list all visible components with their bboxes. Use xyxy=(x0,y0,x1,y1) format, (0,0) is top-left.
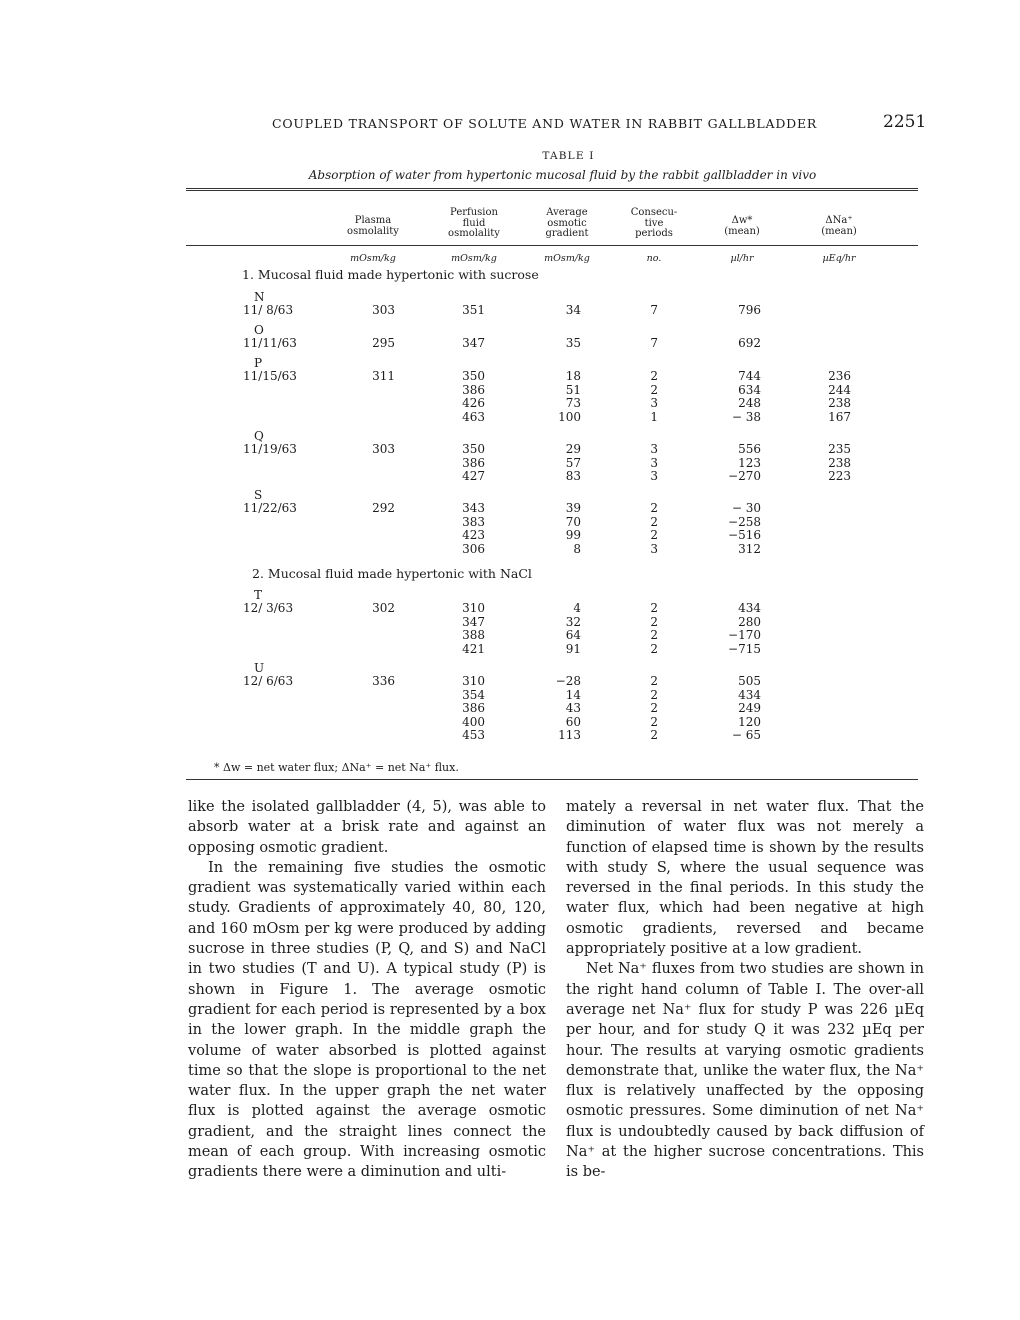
unit-gradient: mOsm/kg xyxy=(544,253,590,264)
cell-gradient: 29 xyxy=(565,442,581,457)
cell-dna: 238 xyxy=(828,396,851,411)
running-title: COUPLED TRANSPORT OF SOLUTE AND WATER IN RABBIT GALLBLADDER xyxy=(272,116,818,131)
cell-dw: 248 xyxy=(738,396,761,411)
cell-perfusion: 427 xyxy=(462,469,485,484)
cell-perfusion: 350 xyxy=(462,442,485,457)
cell-perfusion: 343 xyxy=(462,501,485,516)
section-label-nacl: 2. Mucosal fluid made hypertonic with NaCl xyxy=(252,566,532,581)
study-letter: P xyxy=(254,356,263,370)
cell-perfusion: 421 xyxy=(462,641,485,656)
unit-periods: no. xyxy=(646,253,662,264)
body-column-left xyxy=(188,797,546,1183)
col-header-plasma: Plasma osmolality xyxy=(347,215,399,237)
cell-gradient: 83 xyxy=(565,469,581,484)
cell-dw: 796 xyxy=(738,303,761,318)
cell-perfusion: 426 xyxy=(462,396,485,411)
study-letter: Q xyxy=(254,429,264,443)
cell-perfusion: 463 xyxy=(462,409,485,424)
cell-perfusion: 400 xyxy=(462,714,485,729)
cell-perfusion: 388 xyxy=(462,628,485,643)
col-header-dna: ΔNa⁺ (mean) xyxy=(821,215,857,237)
body-paragraph: Net Na⁺ fluxes from two studies are shown in the right hand column of Table I. The over-all average net Na⁺ flux for study P was 226 µEq per hour, and for study Q it was 232 µEq per hour. The results at varying osmotic gradients demonstrate that, unlike the water flux, the Na⁺ flux is relatively unaffected by the opposing osmotic pressures. Some diminution of net Na⁺ flux is undoubtedly caused by back diffusion of Na⁺ at the higher sucrose concentrations. This is be- xyxy=(566,961,924,1181)
cell-periods: 1 xyxy=(650,409,658,424)
cell-dw: − 38 xyxy=(731,409,761,424)
study-date: 12/ 3/63 xyxy=(243,601,294,616)
study-date: 11/19/63 xyxy=(243,442,297,457)
cell-dw: 556 xyxy=(738,442,761,457)
cell-periods: 2 xyxy=(650,701,658,716)
cell-plasma: 336 xyxy=(372,674,395,689)
cell-gradient: 4 xyxy=(573,601,581,616)
cell-gradient: 113 xyxy=(558,728,581,742)
cell-periods: 3 xyxy=(650,396,658,411)
body-paragraph: like the isolated gallbladder (4, 5), was able to absorb water at a brisk rate and against an opposing osmotic gradient. xyxy=(188,799,546,856)
cell-dw: 634 xyxy=(738,382,761,397)
study-letter: T xyxy=(254,588,263,602)
cell-dw: 744 xyxy=(738,369,761,384)
cell-gradient: 99 xyxy=(565,528,581,543)
cell-plasma: 295 xyxy=(372,336,395,351)
table-label: TABLE I xyxy=(542,150,595,162)
col-header-perfusion: Perfusion fluid osmolality xyxy=(448,207,500,239)
cell-periods: 2 xyxy=(650,501,658,516)
cell-dw: −715 xyxy=(728,641,761,656)
cell-dna: 167 xyxy=(828,409,851,424)
cell-periods: 2 xyxy=(650,514,658,529)
cell-gradient: 91 xyxy=(565,641,581,656)
cell-perfusion: 386 xyxy=(462,382,485,397)
cell-dw: − 30 xyxy=(731,501,761,516)
cell-perfusion: 386 xyxy=(462,455,485,470)
cell-perfusion: 386 xyxy=(462,701,485,716)
cell-perfusion: 350 xyxy=(462,369,485,384)
cell-gradient: 18 xyxy=(565,369,581,384)
cell-perfusion: 310 xyxy=(462,601,485,616)
cell-dw: 123 xyxy=(738,455,761,470)
cell-periods: 2 xyxy=(650,714,658,729)
cell-perfusion: 453 xyxy=(462,728,485,742)
cell-gradient: 51 xyxy=(565,382,581,397)
cell-dna: 236 xyxy=(828,369,851,384)
cell-dna: 235 xyxy=(828,442,851,457)
cell-dw: 505 xyxy=(738,674,761,689)
cell-dw: 249 xyxy=(738,701,761,716)
cell-dw: 280 xyxy=(738,614,761,629)
cell-periods: 2 xyxy=(650,614,658,629)
body-paragraph: mately a reversal in net water flux. That the diminution of water flux was not merely a function of elapsed time is shown by the results with study S, where the usual sequence was reversed in the final periods. In this study the water flux, which had been negative at high osmotic gradients, reversed and became appropriately positive at a low gradient. xyxy=(566,799,924,958)
cell-perfusion: 383 xyxy=(462,514,485,529)
cell-periods: 2 xyxy=(650,628,658,643)
cell-dw: 434 xyxy=(738,687,761,702)
cell-dna: 244 xyxy=(828,382,851,397)
cell-periods: 2 xyxy=(650,382,658,397)
cell-periods: 2 xyxy=(650,728,658,742)
table-footnote: * Δw = net water flux; ΔNa⁺ = net Na⁺ flux. xyxy=(214,761,459,774)
cell-plasma: 292 xyxy=(372,501,395,516)
unit-dw: µl/hr xyxy=(730,253,754,264)
unit-dna: µEq/hr xyxy=(822,253,856,264)
study-letter: N xyxy=(254,290,265,304)
study-letter: O xyxy=(254,323,264,337)
cell-gradient: 70 xyxy=(565,514,581,529)
cell-periods: 7 xyxy=(650,303,658,318)
cell-gradient: 35 xyxy=(565,336,581,351)
page-number: 2251 xyxy=(883,112,927,132)
cell-dw: −516 xyxy=(728,528,761,543)
cell-plasma: 303 xyxy=(372,442,395,457)
cell-perfusion: 306 xyxy=(462,541,485,556)
cell-perfusion: 310 xyxy=(462,674,485,689)
cell-gradient: 34 xyxy=(565,303,581,318)
cell-periods: 3 xyxy=(650,455,658,470)
section-label-sucrose: 1. Mucosal fluid made hypertonic with sucrose xyxy=(242,267,539,282)
cell-periods: 2 xyxy=(650,641,658,656)
study-date: 11/22/63 xyxy=(243,501,297,516)
cell-perfusion: 354 xyxy=(462,687,485,702)
cell-dw: −170 xyxy=(728,628,761,643)
cell-perfusion: 347 xyxy=(462,336,485,351)
cell-periods: 2 xyxy=(650,674,658,689)
cell-dw: 692 xyxy=(738,336,761,351)
cell-dw: −258 xyxy=(728,514,761,529)
table-caption: Absorption of water from hypertonic mucosal fluid by the rabbit gallbladder in vivo xyxy=(308,168,817,182)
cell-periods: 7 xyxy=(650,336,658,351)
cell-perfusion: 351 xyxy=(462,303,485,318)
cell-gradient: 8 xyxy=(573,541,581,556)
unit-perfusion: mOsm/kg xyxy=(451,253,497,264)
cell-gradient: 57 xyxy=(565,455,581,470)
cell-gradient: 64 xyxy=(565,628,581,643)
cell-gradient: 60 xyxy=(565,714,581,729)
cell-periods: 3 xyxy=(650,442,658,457)
cell-gradient: 39 xyxy=(565,501,581,516)
header-rule xyxy=(186,245,918,246)
cell-periods: 3 xyxy=(650,541,658,556)
cell-dw: − 65 xyxy=(731,728,761,742)
cell-gradient: 14 xyxy=(565,687,581,702)
cell-gradient: 100 xyxy=(558,409,581,424)
body-paragraph: In the remaining five studies the osmotic gradient was systematically varied within each study. Gradients of approximately 40, 80, 120, and 160 mOsm per kg were produced by adding sucrose in three studies (P, Q, and S) and NaCl in two studies (T and U). A typical study (P) is shown in Figure 1. The average osmotic gradient for each period is represented by a box in the lower graph. In the middle graph the volume of water absorbed is plotted against time so that the slope is proportional to the net water flux. In the upper graph the net water flux is plotted against the average osmotic gradient, and the straight lines connect the mean of each group. With increasing osmotic gradients there were a diminution and ulti- xyxy=(188,859,546,1181)
col-header-dw: Δw* (mean) xyxy=(724,215,760,237)
cell-gradient: 32 xyxy=(565,614,581,629)
cell-dw: 434 xyxy=(738,601,761,616)
cell-periods: 2 xyxy=(650,528,658,543)
cell-dna: 223 xyxy=(828,469,851,484)
cell-gradient: −28 xyxy=(555,674,581,689)
cell-periods: 3 xyxy=(650,469,658,484)
cell-periods: 2 xyxy=(650,601,658,616)
cell-dw: −270 xyxy=(728,469,761,484)
cell-plasma: 303 xyxy=(372,303,395,318)
study-letter: U xyxy=(254,661,265,675)
study-date: 11/11/63 xyxy=(243,336,297,351)
cell-perfusion: 423 xyxy=(462,528,485,543)
cell-perfusion: 347 xyxy=(462,614,485,629)
table-bottom-rule xyxy=(186,779,918,780)
cell-dna: 238 xyxy=(828,455,851,470)
col-header-periods: Consecu- tive periods xyxy=(630,207,678,239)
study-date: 11/15/63 xyxy=(243,369,297,384)
cell-plasma: 311 xyxy=(372,369,395,384)
study-date: 11/ 8/63 xyxy=(243,303,294,318)
cell-plasma: 302 xyxy=(372,601,395,616)
unit-plasma: mOsm/kg xyxy=(350,253,396,264)
cell-gradient: 73 xyxy=(565,396,581,411)
study-date: 12/ 6/63 xyxy=(243,674,294,689)
cell-dw: 312 xyxy=(738,541,761,556)
body-column-right xyxy=(566,797,924,1183)
study-letter: S xyxy=(254,488,263,502)
cell-gradient: 43 xyxy=(565,701,581,716)
cell-periods: 2 xyxy=(650,687,658,702)
cell-dw: 120 xyxy=(738,714,761,729)
col-header-gradient: Average osmotic gradient xyxy=(545,207,589,239)
cell-periods: 2 xyxy=(650,369,658,384)
table-top-rule xyxy=(186,188,918,191)
